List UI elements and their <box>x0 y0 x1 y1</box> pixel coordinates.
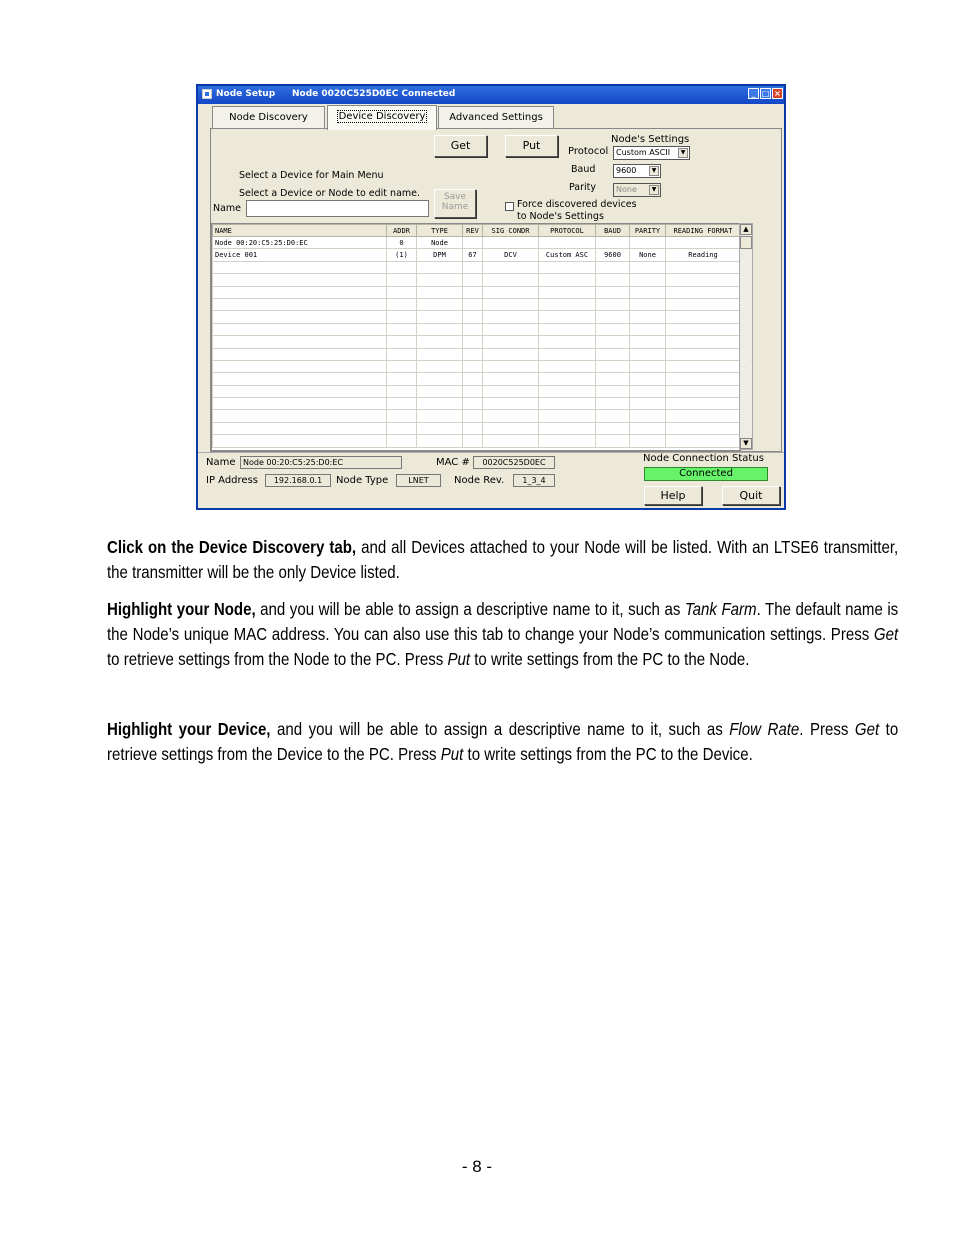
force-label-line1: Force discovered devices <box>517 199 637 210</box>
grid-cell <box>539 398 596 410</box>
grid-cell <box>463 410 483 422</box>
grid-cell <box>630 410 666 422</box>
force-label-line2: to Node's Settings <box>517 211 604 222</box>
table-row[interactable] <box>213 323 741 335</box>
grid-cell: Device 001 <box>213 249 387 261</box>
grid-cell <box>417 298 463 310</box>
grid-cell <box>463 286 483 298</box>
connection-status-badge: Connected <box>644 467 768 481</box>
grid-cell <box>483 336 539 348</box>
table-row[interactable] <box>213 410 741 422</box>
grid-cell <box>463 373 483 385</box>
title-bar <box>198 86 784 104</box>
minimize-icon[interactable]: _ <box>748 88 759 99</box>
chevron-down-icon[interactable]: ▼ <box>678 148 688 158</box>
grid-cell: 9600 <box>596 249 630 261</box>
table-row[interactable] <box>213 336 741 348</box>
grid-cell: Node 00:20:C5:25:D0:EC <box>213 237 387 249</box>
table-row[interactable] <box>213 298 741 310</box>
node-type-value: LNET <box>396 474 441 487</box>
grid-cell <box>539 385 596 397</box>
grid-cell <box>463 360 483 372</box>
grid-cell <box>483 286 539 298</box>
table-row[interactable] <box>213 385 741 397</box>
table-row[interactable] <box>213 422 741 434</box>
grid-cell <box>213 261 387 273</box>
close-icon[interactable]: × <box>772 88 783 99</box>
grid-cell <box>213 298 387 310</box>
paragraph-highlight-device <box>107 717 898 767</box>
grid-cell <box>213 336 387 348</box>
column-header[interactable]: PARITY <box>630 225 666 237</box>
table-row[interactable] <box>213 274 741 286</box>
grid-header-row <box>213 225 741 237</box>
paragraph-highlight-node <box>107 597 898 672</box>
grid-cell <box>213 360 387 372</box>
p3-bold: Highlight your Device, <box>107 719 271 739</box>
grid-cell <box>483 385 539 397</box>
tab-label: Device Discovery <box>338 111 426 122</box>
footer-name-value: Node 00:20:C5:25:D0:EC <box>240 456 402 469</box>
scroll-down-icon[interactable]: ▼ <box>740 438 752 449</box>
grid-cell <box>596 398 630 410</box>
table-row[interactable] <box>213 286 741 298</box>
footer-name-label: Name <box>206 457 236 468</box>
grid-cell <box>483 410 539 422</box>
grid-cell <box>213 323 387 335</box>
mac-value: 0020C525D0EC <box>473 456 555 469</box>
column-header[interactable]: BAUD <box>596 225 630 237</box>
grid-cell <box>596 385 630 397</box>
grid-cell <box>387 385 417 397</box>
p3-italic-get: Get <box>854 719 880 739</box>
grid-cell <box>539 323 596 335</box>
parity-value: None <box>616 185 637 194</box>
grid-cell <box>213 286 387 298</box>
p1-bold: Click on the Device Discovery tab, <box>107 537 357 557</box>
grid-cell <box>417 274 463 286</box>
grid-cell <box>387 323 417 335</box>
tab-label: Node Discovery <box>229 112 308 123</box>
p3-text-d: to write settings from the PC to the Device. <box>463 744 753 764</box>
column-header[interactable]: SIG CONDR <box>483 225 539 237</box>
status-title: Node Connection Status <box>643 453 764 464</box>
p3-text-a: and you will be able to assign a descriptive name to it, such as <box>270 719 730 739</box>
grid-cell <box>666 360 741 372</box>
grid-cell <box>417 435 463 447</box>
grid-cell <box>387 435 417 447</box>
grid-cell <box>463 323 483 335</box>
grid-cell <box>387 348 417 360</box>
grid-cell <box>630 348 666 360</box>
save-name-button[interactable]: Save Name <box>434 189 476 218</box>
grid-cell <box>387 373 417 385</box>
grid-cell: None <box>630 249 666 261</box>
grid-cell <box>666 410 741 422</box>
grid-cell <box>666 274 741 286</box>
grid-cell <box>630 261 666 273</box>
grid-cell <box>463 237 483 249</box>
scroll-up-icon[interactable]: ▲ <box>740 224 752 235</box>
grid-cell <box>630 373 666 385</box>
grid-cell <box>539 373 596 385</box>
grid-cell <box>417 373 463 385</box>
table-row[interactable] <box>213 398 741 410</box>
ip-value: 192.168.0.1 <box>265 474 331 487</box>
name-label: Name <box>213 203 242 214</box>
grid-cell <box>387 261 417 273</box>
grid-cell <box>630 360 666 372</box>
grid-cell <box>417 336 463 348</box>
mac-label: MAC # <box>436 457 470 468</box>
grid-cell <box>596 323 630 335</box>
p2-bold: Highlight your Node, <box>107 599 256 619</box>
tab-advanced-settings[interactable] <box>438 106 554 129</box>
grid-cell <box>596 435 630 447</box>
grid-cell <box>539 410 596 422</box>
grid-cell <box>213 348 387 360</box>
grid-cell <box>630 398 666 410</box>
grid-cell <box>630 323 666 335</box>
grid-cell <box>666 422 741 434</box>
baud-select[interactable] <box>613 164 661 178</box>
grid-cell <box>539 422 596 434</box>
p3-italic-flow-rate: Flow Rate <box>729 719 800 739</box>
table-row[interactable] <box>213 348 741 360</box>
grid-cell <box>387 360 417 372</box>
grid-cell <box>539 261 596 273</box>
paragraph-device-discovery <box>107 535 898 585</box>
p2-italic-tank-farm: Tank Farm <box>684 599 757 619</box>
p1-text: and all Devices attached to your Node will be listed. With an LTSE6 transmitter, the transmitter will be the only Device listed. <box>107 537 899 582</box>
table-row[interactable] <box>213 435 741 447</box>
grid-cell <box>213 373 387 385</box>
column-header[interactable]: READING FORMAT <box>666 225 741 237</box>
maximize-icon[interactable]: □ <box>761 89 770 98</box>
tab-node-discovery[interactable] <box>212 106 325 129</box>
protocol-value: Custom ASCII <box>616 148 671 157</box>
table-row[interactable] <box>213 261 741 273</box>
grid-cell <box>483 274 539 286</box>
grid-cell <box>213 274 387 286</box>
grid-cell <box>630 237 666 249</box>
p2-text-b: . The default name is the Node’s unique MAC address. You can also use this tab to change your Node’s communication settings. Press <box>107 599 899 644</box>
grid-cell <box>630 385 666 397</box>
grid-cell <box>666 385 741 397</box>
p2-text-c: to retrieve settings from the Node to the PC. Press <box>107 649 448 669</box>
parity-select <box>613 183 661 197</box>
grid-cell <box>417 385 463 397</box>
grid-cell <box>463 336 483 348</box>
grid-cell <box>666 261 741 273</box>
grid-cell <box>666 348 741 360</box>
protocol-select[interactable] <box>613 146 690 160</box>
grid-cell <box>387 286 417 298</box>
grid-cell: Custom ASC <box>539 249 596 261</box>
grid-cell <box>666 298 741 310</box>
node-rev-label: Node Rev. <box>454 475 505 486</box>
p3-text-b: . Press <box>799 719 855 739</box>
grid-cell <box>417 311 463 323</box>
table-row[interactable] <box>213 249 741 261</box>
grid-cell <box>417 422 463 434</box>
grid-cell <box>483 298 539 310</box>
grid-cell <box>387 410 417 422</box>
app-icon <box>202 89 212 99</box>
grid-cell: 0 <box>387 237 417 249</box>
grid-cell <box>213 422 387 434</box>
grid-cell <box>463 311 483 323</box>
grid-cell <box>539 336 596 348</box>
chevron-down-icon: ▼ <box>649 185 659 195</box>
grid-cell <box>483 422 539 434</box>
ip-label: IP Address <box>206 475 258 486</box>
grid-cell <box>463 385 483 397</box>
grid-cell <box>463 348 483 360</box>
grid-cell <box>630 336 666 348</box>
grid-cell <box>666 373 741 385</box>
node-type-label: Node Type <box>336 475 389 486</box>
grid-cell <box>630 286 666 298</box>
grid-cell <box>387 336 417 348</box>
grid-cell <box>483 360 539 372</box>
grid-scrollbar[interactable] <box>739 223 753 450</box>
column-header[interactable]: PROTOCOL <box>539 225 596 237</box>
protocol-label: Protocol <box>568 146 609 157</box>
p2-text-d: to write settings from the PC to the Node. <box>470 649 750 669</box>
grid-cell <box>483 348 539 360</box>
node-rev-value: 1_3_4 <box>513 474 555 487</box>
p2-italic-put: Put <box>447 649 471 669</box>
put-button[interactable]: Put <box>505 135 558 157</box>
table-row[interactable] <box>213 360 741 372</box>
column-header[interactable]: TYPE <box>417 225 463 237</box>
grid-cell <box>596 348 630 360</box>
tab-label: Advanced Settings <box>449 112 543 123</box>
grid-cell <box>539 311 596 323</box>
grid-cell <box>596 261 630 273</box>
node-setup-window <box>196 84 786 510</box>
select-device-label: Select a Device for Main Menu <box>239 170 384 181</box>
grid-cell <box>596 274 630 286</box>
grid-cell <box>387 298 417 310</box>
grid-cell <box>463 298 483 310</box>
grid-cell <box>596 311 630 323</box>
grid-cell <box>483 373 539 385</box>
grid-cell <box>630 435 666 447</box>
grid-cell <box>417 398 463 410</box>
grid-cell <box>539 286 596 298</box>
baud-value: 9600 <box>616 166 637 175</box>
tab-device-discovery[interactable] <box>327 105 437 130</box>
grid-cell <box>666 311 741 323</box>
grid-cell <box>596 336 630 348</box>
device-grid[interactable] <box>211 223 741 451</box>
grid-cell <box>483 398 539 410</box>
parity-label: Parity <box>569 182 597 193</box>
p3-text-c: to retrieve settings from the Device to the PC. Press <box>107 719 899 764</box>
grid-cell <box>387 422 417 434</box>
grid-cell <box>387 311 417 323</box>
p3-italic-put: Put <box>440 744 464 764</box>
grid-cell <box>539 435 596 447</box>
grid-cell <box>213 435 387 447</box>
grid-cell <box>539 237 596 249</box>
p2-text-a: and you will be able to assign a descriptive name to it, such as <box>255 599 685 619</box>
baud-label: Baud <box>571 164 596 175</box>
node-settings-title: Node's Settings <box>611 134 690 145</box>
grid-cell <box>596 237 630 249</box>
grid-cell <box>666 435 741 447</box>
force-discovered-checkbox[interactable] <box>505 202 514 211</box>
grid-cell <box>539 274 596 286</box>
grid-cell <box>463 422 483 434</box>
grid-cell <box>417 360 463 372</box>
grid-cell <box>387 274 417 286</box>
grid-cell: DCV <box>483 249 539 261</box>
grid-cell <box>213 410 387 422</box>
grid-cell <box>666 336 741 348</box>
grid-cell <box>596 286 630 298</box>
grid-cell <box>630 274 666 286</box>
chevron-down-icon[interactable]: ▼ <box>649 166 659 176</box>
grid-cell <box>463 398 483 410</box>
grid-cell <box>596 298 630 310</box>
grid-cell <box>387 398 417 410</box>
grid-cell <box>630 311 666 323</box>
column-header[interactable]: REV <box>463 225 483 237</box>
grid-cell <box>483 435 539 447</box>
grid-cell <box>596 373 630 385</box>
grid-cell <box>213 398 387 410</box>
grid-cell <box>666 237 741 249</box>
grid-cell <box>483 237 539 249</box>
grid-cell <box>630 422 666 434</box>
grid-cell <box>213 311 387 323</box>
table-row[interactable] <box>213 373 741 385</box>
grid-cell <box>630 298 666 310</box>
window-title: Node Setup <box>216 89 276 99</box>
grid-cell <box>483 323 539 335</box>
grid-cell <box>666 398 741 410</box>
grid-cell <box>463 261 483 273</box>
grid-cell <box>417 261 463 273</box>
grid-cell <box>417 323 463 335</box>
select-edit-label: Select a Device or Node to edit name. <box>239 188 421 199</box>
grid-cell: Node <box>417 237 463 249</box>
help-button[interactable]: Help <box>644 486 702 505</box>
window-subtitle: Node 0020C525D0EC Connected <box>292 89 456 99</box>
grid-cell <box>539 298 596 310</box>
table-row[interactable] <box>213 237 741 249</box>
p2-italic-get: Get <box>873 624 899 644</box>
grid-cell <box>596 360 630 372</box>
grid-cell <box>666 286 741 298</box>
grid-cell <box>483 261 539 273</box>
grid-cell <box>463 274 483 286</box>
grid-cell <box>417 410 463 422</box>
grid-cell: Reading <box>666 249 741 261</box>
grid-cell <box>666 323 741 335</box>
grid-cell <box>596 422 630 434</box>
name-input[interactable] <box>246 200 429 217</box>
get-button[interactable]: Get <box>434 135 487 157</box>
grid-cell <box>483 311 539 323</box>
table-row[interactable] <box>213 311 741 323</box>
grid-cell: 67 <box>463 249 483 261</box>
grid-cell <box>417 348 463 360</box>
scroll-thumb[interactable] <box>740 236 752 249</box>
grid-cell <box>596 410 630 422</box>
quit-button[interactable]: Quit <box>722 486 780 505</box>
column-header[interactable]: ADDR <box>387 225 417 237</box>
grid-cell <box>463 435 483 447</box>
grid-cell <box>539 348 596 360</box>
grid-cell: DPM <box>417 249 463 261</box>
page-number: - 8 - <box>461 1157 493 1176</box>
grid-cell <box>213 385 387 397</box>
grid-cell <box>417 286 463 298</box>
grid-cell: (1) <box>387 249 417 261</box>
column-header[interactable]: NAME <box>213 225 387 237</box>
grid-cell <box>539 360 596 372</box>
